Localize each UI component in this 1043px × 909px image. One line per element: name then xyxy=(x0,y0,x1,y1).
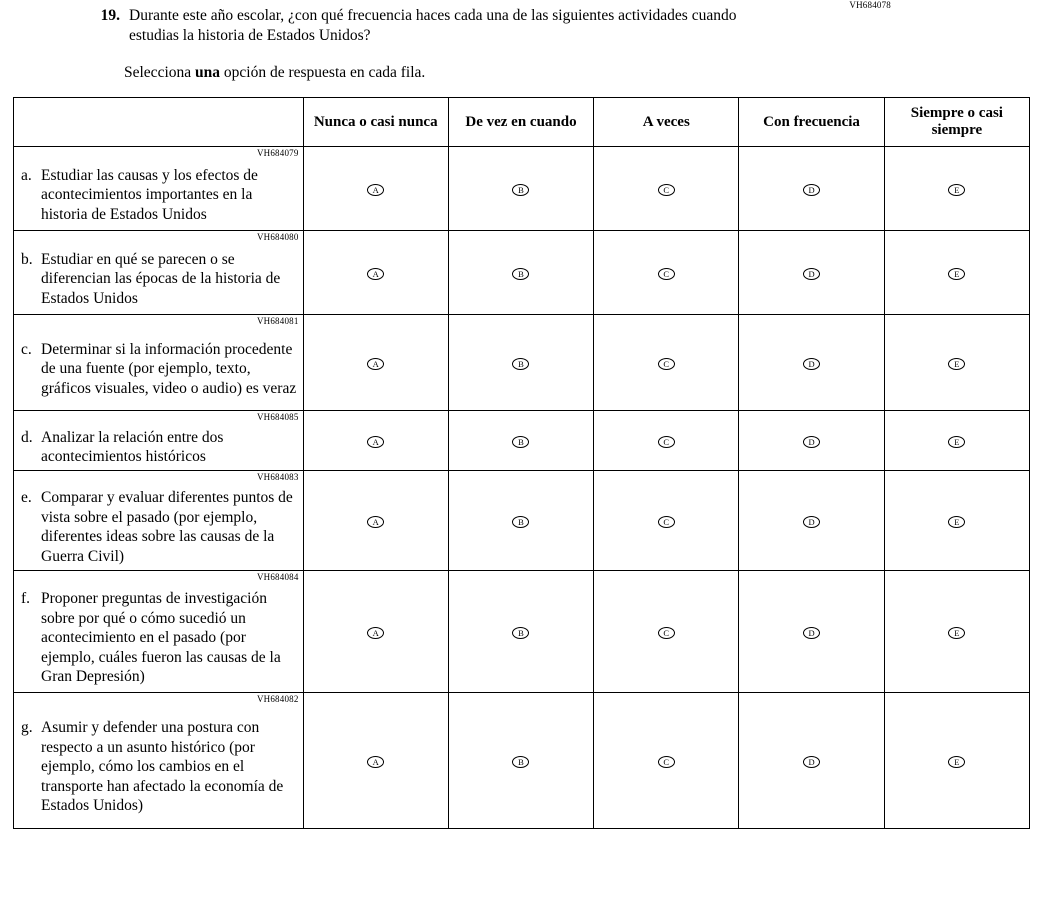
radio-bubble-B[interactable]: B xyxy=(512,516,529,528)
row-item-code: VH684084 xyxy=(256,572,299,582)
row-stem-c xyxy=(14,315,304,411)
bubble-cell-f-1[interactable] xyxy=(303,571,448,693)
bubble-cell-d-3[interactable] xyxy=(594,411,739,471)
row-letter: a. xyxy=(21,166,32,184)
radio-bubble-D[interactable]: D xyxy=(803,184,820,196)
bubble-cell-f-5[interactable] xyxy=(884,571,1029,693)
bubble-cell-c-3[interactable] xyxy=(594,315,739,411)
row-item-code: VH684085 xyxy=(256,412,299,422)
response-matrix xyxy=(13,97,1030,829)
radio-bubble-E[interactable]: E xyxy=(948,358,965,370)
row-item-code: VH684082 xyxy=(256,694,299,704)
radio-bubble-D[interactable]: D xyxy=(803,358,820,370)
bubble-cell-e-3[interactable] xyxy=(594,471,739,571)
radio-bubble-C[interactable]: C xyxy=(658,184,675,196)
radio-bubble-E[interactable]: E xyxy=(948,516,965,528)
instruction-pre: Selecciona xyxy=(124,64,196,81)
column-header-once-in-a-while: De vez en cuando xyxy=(448,98,593,147)
row-stem-g xyxy=(14,693,304,829)
row-text: Estudiar en qué se parecen o se diferencian las épocas de la historia de Estados Unidos xyxy=(41,250,281,307)
radio-bubble-C[interactable]: C xyxy=(658,358,675,370)
table-row xyxy=(14,411,1030,471)
radio-bubble-B[interactable]: B xyxy=(512,358,529,370)
table-row xyxy=(14,471,1030,571)
row-letter: d. xyxy=(21,428,33,446)
column-header-always: Siempre o casi siempre xyxy=(884,98,1029,147)
bubble-cell-d-5[interactable] xyxy=(884,411,1029,471)
row-item-code: VH684081 xyxy=(256,316,299,326)
bubble-cell-b-2[interactable] xyxy=(448,231,593,315)
radio-bubble-C[interactable]: C xyxy=(658,627,675,639)
radio-bubble-D[interactable]: D xyxy=(803,436,820,448)
row-letter: g. xyxy=(21,719,33,737)
row-stem-b xyxy=(14,231,304,315)
row-stem-f xyxy=(14,571,304,693)
matrix-header-blank xyxy=(14,98,304,147)
radio-bubble-D[interactable]: D xyxy=(803,516,820,528)
row-item-code: VH684083 xyxy=(256,472,299,482)
column-header-sometimes: A veces xyxy=(594,98,739,147)
bubble-cell-c-5[interactable] xyxy=(884,315,1029,411)
bubble-cell-b-4[interactable] xyxy=(739,231,884,315)
question-number: 19. xyxy=(100,7,120,24)
bubble-cell-d-1[interactable] xyxy=(303,411,448,471)
radio-bubble-A[interactable]: A xyxy=(367,516,384,528)
radio-bubble-A[interactable]: A xyxy=(367,436,384,448)
bubble-cell-e-5[interactable] xyxy=(884,471,1029,571)
question-block xyxy=(86,6,746,83)
bubble-cell-d-2[interactable] xyxy=(448,411,593,471)
bubble-cell-c-1[interactable] xyxy=(303,315,448,411)
row-stem-d xyxy=(14,411,304,471)
bubble-cell-g-3[interactable] xyxy=(594,693,739,829)
table-row xyxy=(14,147,1030,231)
bubble-cell-b-5[interactable] xyxy=(884,231,1029,315)
column-header-never: Nunca o casi nunca xyxy=(303,98,448,147)
row-text: Comparar y evaluar diferentes puntos de vista sobre el pasado (por ejemplo, diferentes ideas sobre las causas de la Guerra Civil) xyxy=(41,489,293,565)
bubble-cell-a-3[interactable] xyxy=(594,147,739,231)
row-stem-e xyxy=(14,471,304,571)
question-text: Durante este año escolar, ¿con qué frecuencia haces cada una de las siguientes actividades cuando estudias la historia de Estados Unidos? xyxy=(129,7,737,44)
matrix-header-row xyxy=(14,98,1030,147)
row-item-code: VH684080 xyxy=(256,232,299,242)
row-letter: f. xyxy=(21,590,31,608)
radio-bubble-A[interactable]: A xyxy=(367,756,384,768)
row-letter: b. xyxy=(21,250,33,268)
row-text: Proponer preguntas de investigación sobre por qué o cómo sucedió un acontecimiento en el pasado (por ejemplo, cuáles fueron las causas de la Gran Depresión) xyxy=(41,590,281,686)
bubble-cell-e-2[interactable] xyxy=(448,471,593,571)
radio-bubble-A[interactable]: A xyxy=(367,184,384,196)
radio-bubble-A[interactable]: A xyxy=(367,268,384,280)
bubble-cell-b-1[interactable] xyxy=(303,231,448,315)
table-row xyxy=(14,315,1030,411)
row-stem-a xyxy=(14,147,304,231)
row-text: Estudiar las causas y los efectos de acontecimientos importantes en la historia de Estados Unidos xyxy=(41,166,258,223)
radio-bubble-E[interactable]: E xyxy=(948,756,965,768)
row-letter: c. xyxy=(21,340,32,358)
table-row xyxy=(14,231,1030,315)
radio-bubble-E[interactable]: E xyxy=(948,627,965,639)
radio-bubble-D[interactable]: D xyxy=(803,756,820,768)
matrix-header xyxy=(14,98,1030,147)
bubble-cell-a-4[interactable] xyxy=(739,147,884,231)
bubble-cell-f-4[interactable] xyxy=(739,571,884,693)
radio-bubble-B[interactable]: B xyxy=(512,756,529,768)
page-item-code: VH684078 xyxy=(849,0,891,10)
bubble-cell-d-4[interactable] xyxy=(739,411,884,471)
table-row xyxy=(14,571,1030,693)
bubble-cell-c-4[interactable] xyxy=(739,315,884,411)
radio-bubble-C[interactable]: C xyxy=(658,436,675,448)
radio-bubble-E[interactable]: E xyxy=(948,184,965,196)
column-header-often: Con frecuencia xyxy=(739,98,884,147)
instruction-emphasis: una xyxy=(195,64,221,81)
bubble-cell-b-3[interactable] xyxy=(594,231,739,315)
bubble-cell-e-1[interactable] xyxy=(303,471,448,571)
row-letter: e. xyxy=(21,489,32,506)
bubble-cell-e-4[interactable] xyxy=(739,471,884,571)
row-text: Determinar si la información procedente de una fuente (por ejemplo, texto, gráficos visuales, video o audio) es veraz xyxy=(41,340,297,397)
bubble-cell-g-1[interactable] xyxy=(303,693,448,829)
bubble-cell-a-2[interactable] xyxy=(448,147,593,231)
instruction-post: opción de respuesta en cada fila. xyxy=(220,64,426,81)
table-row xyxy=(14,693,1030,829)
question-instruction xyxy=(124,63,746,83)
radio-bubble-B[interactable]: B xyxy=(512,184,529,196)
radio-bubble-B[interactable]: B xyxy=(512,436,529,448)
radio-bubble-C[interactable]: C xyxy=(658,268,675,280)
radio-bubble-A[interactable]: A xyxy=(367,627,384,639)
bubble-cell-a-1[interactable] xyxy=(303,147,448,231)
row-text: Analizar la relación entre dos acontecimientos históricos xyxy=(41,428,224,465)
row-item-code: VH684079 xyxy=(256,148,299,158)
radio-bubble-B[interactable]: B xyxy=(512,627,529,639)
bubble-cell-c-2[interactable] xyxy=(448,315,593,411)
bubble-cell-f-2[interactable] xyxy=(448,571,593,693)
bubble-cell-g-2[interactable] xyxy=(448,693,593,829)
radio-bubble-D[interactable]: D xyxy=(803,268,820,280)
matrix-body xyxy=(14,147,1030,829)
radio-bubble-A[interactable]: A xyxy=(367,358,384,370)
radio-bubble-C[interactable]: C xyxy=(658,756,675,768)
bubble-cell-g-4[interactable] xyxy=(739,693,884,829)
radio-bubble-B[interactable]: B xyxy=(512,268,529,280)
bubble-cell-f-3[interactable] xyxy=(594,571,739,693)
radio-bubble-C[interactable]: C xyxy=(658,516,675,528)
bubble-cell-a-5[interactable] xyxy=(884,147,1029,231)
bubble-cell-g-5[interactable] xyxy=(884,693,1029,829)
question-row xyxy=(86,6,746,46)
row-text: Asumir y defender una postura con respecto a un asunto histórico (por ejemplo, cómo los cambios en el transporte han afectado la economía de Estados Unidos) xyxy=(41,719,284,815)
radio-bubble-E[interactable]: E xyxy=(948,436,965,448)
radio-bubble-E[interactable]: E xyxy=(948,268,965,280)
radio-bubble-D[interactable]: D xyxy=(803,627,820,639)
